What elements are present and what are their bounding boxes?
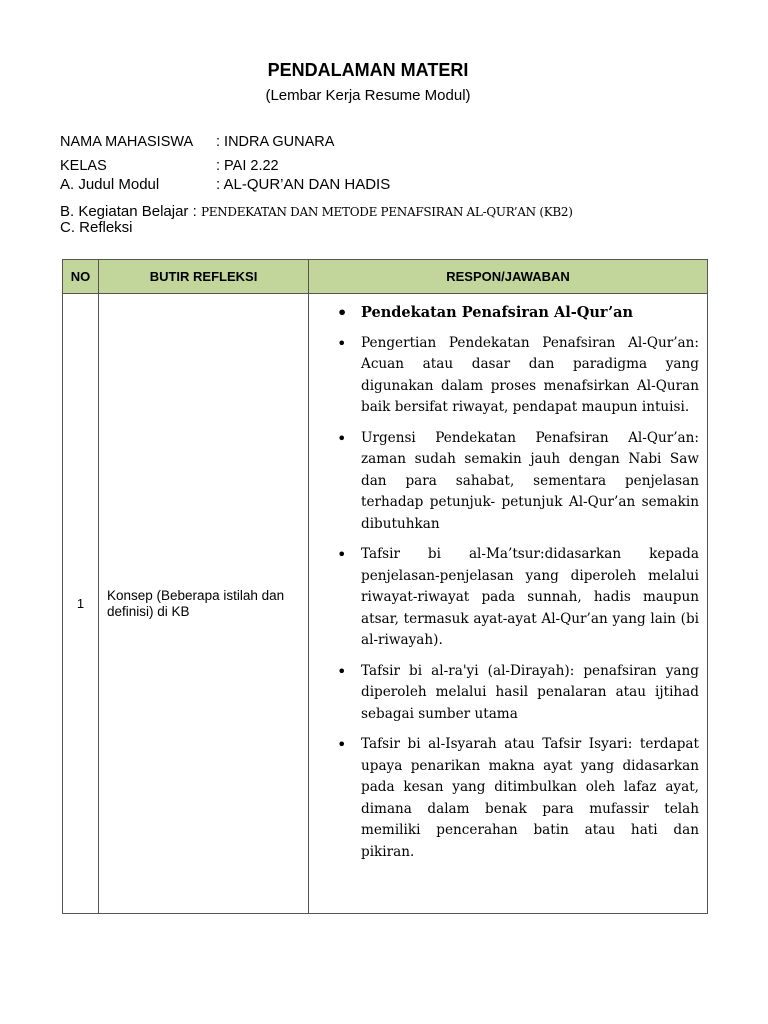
judul-value: : AL-QUR’AN DAN HADIS <box>216 176 391 193</box>
refleksi-row <box>60 219 133 236</box>
kelas-value: : PAI 2.22 <box>216 158 279 174</box>
nama-row <box>60 134 335 150</box>
refleksi-table <box>62 259 708 914</box>
table-header-row <box>63 260 708 294</box>
header-butir: BUTIR REFLEKSI <box>99 260 309 294</box>
kelas-label: KELAS <box>60 158 107 174</box>
list-item: • Tafsir bi al-ra'yi (al-Dirayah): penafsiran yang diperoleh melalui hasil penalaran atau ijtihad sebagai sumber utama <box>337 661 699 726</box>
row-no: 1 <box>63 294 99 914</box>
kegiatan-row <box>60 203 573 220</box>
kegiatan-label: B. Kegiatan Belajar : <box>60 203 197 220</box>
kelas-row <box>60 158 279 174</box>
list-item: • Tafsir bi al-Isyarah atau Tafsir Isyari: terdapat upaya penarikan makna ayat yang didasarkan pada kesan yang ditimbulkan oleh lafaz ayat, dimana dalam benak para mufassir telah memiliki pencerahan batin atau hati dan pikiran. <box>337 734 699 863</box>
judul-row <box>60 176 391 193</box>
judul-label: A. Judul Modul <box>60 176 160 193</box>
list-item: • Pendekatan Penafsiran Al-Qur’an <box>337 302 699 324</box>
header-respon: RESPON/JAWABAN <box>309 260 708 294</box>
table-row <box>63 294 708 914</box>
row-butir: Konsep (Beberapa istilah dan definisi) di KB <box>99 294 309 914</box>
respon-list <box>337 302 699 863</box>
nama-label: NAMA MAHASISWA <box>60 134 194 150</box>
refleksi-label: C. Refleksi <box>60 219 133 236</box>
page-title: PENDALAMAN MATERI <box>267 60 469 80</box>
page-subtitle: (Lembar Kerja Resume Modul) <box>265 87 471 104</box>
nama-value: : INDRA GUNARA <box>216 134 335 150</box>
header-no: NO <box>63 260 99 294</box>
list-item: • Tafsir bi al-Ma’tsur:didasarkan kepada penjelasan-penjelasan yang diperoleh melalui riwayat-riwayat pada sunnah, hadis maupun atsar, termasuk ayat-ayat Al-Qur’an yang lain (bi al-riwayah). <box>337 544 699 652</box>
row-respon <box>309 294 708 914</box>
list-item: • Pengertian Pendekatan Penafsiran Al-Qur’an: Acuan atau dasar dan paradigma yang digunakan dalam proses menafsirkan Al-Quran baik bersifat riwayat, pendapat maupun intuisi. <box>337 333 699 419</box>
list-item: • Urgensi Pendekatan Penafsiran Al-Qur’an: zaman sudah semakin jauh dengan Nabi Saw dan para sahabat, sementara penjelasan terhadap petunjuk- petunjuk Al-Qur’an semakin dibutuhkan <box>337 428 699 536</box>
kegiatan-value: PENDEKATAN DAN METODE PENAFSIRAN AL-QUR’AN (KB2) <box>200 205 573 219</box>
